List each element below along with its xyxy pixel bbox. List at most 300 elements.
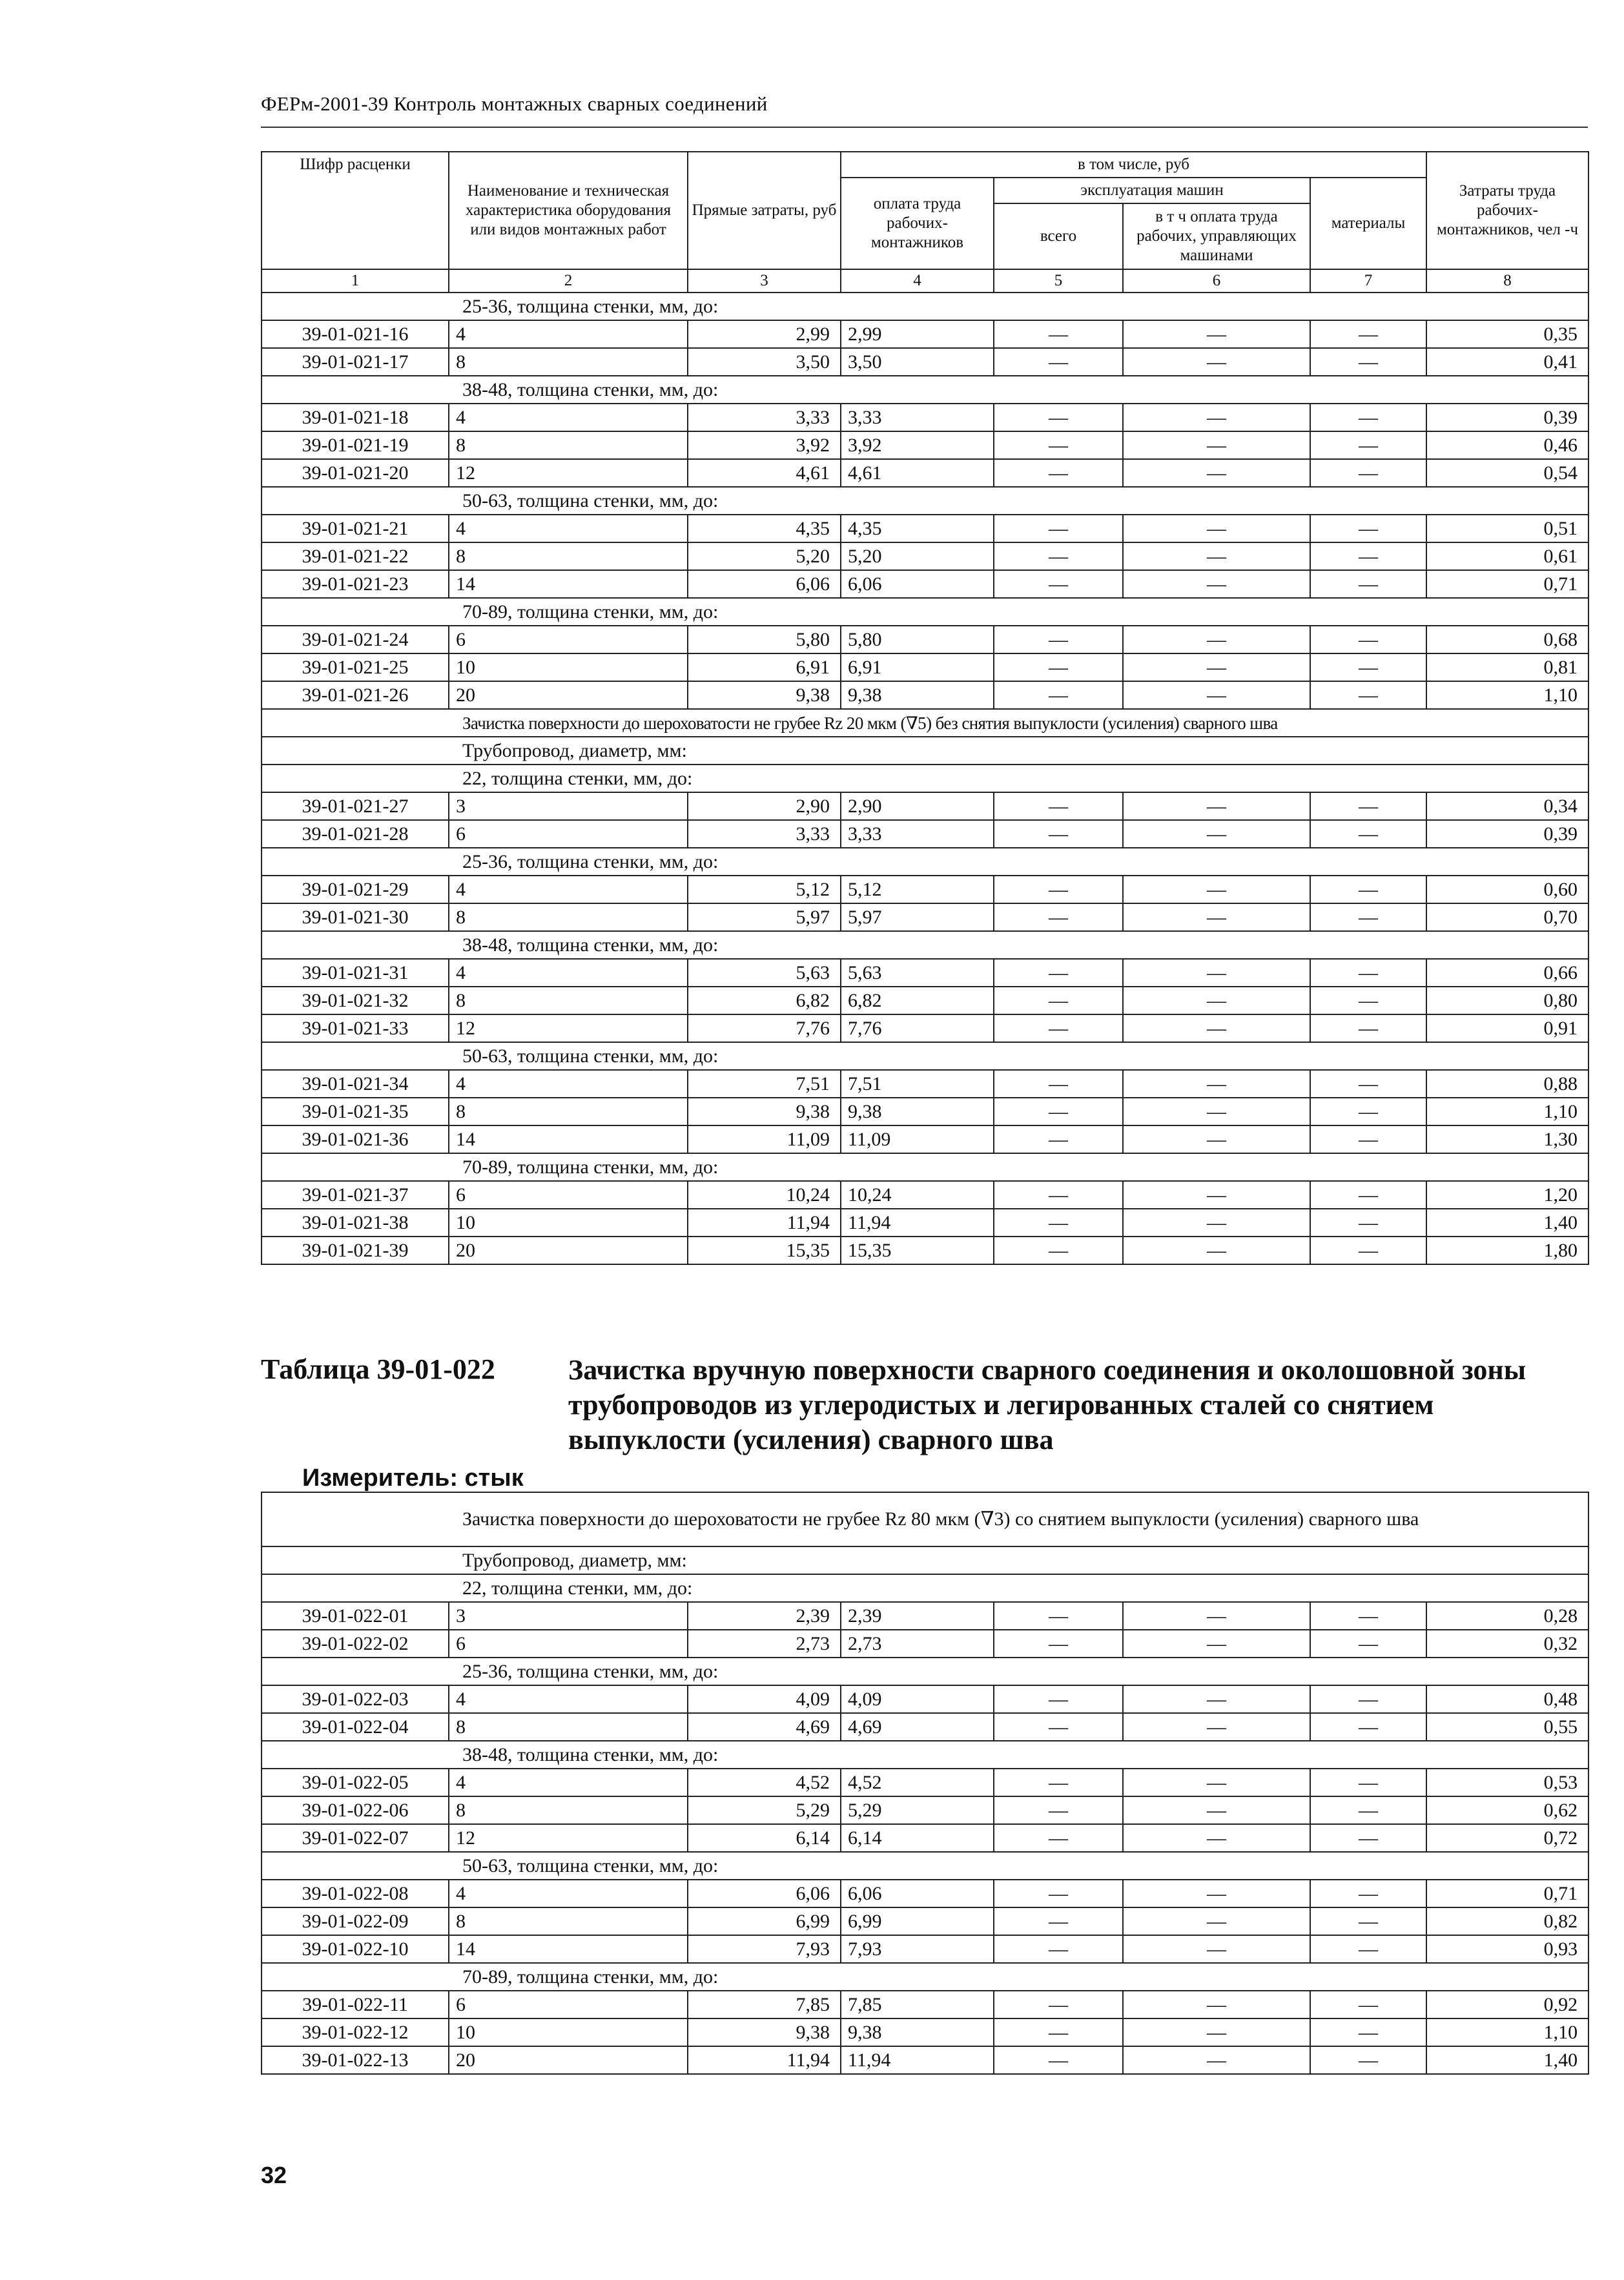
direct-cost-cell: 7,51 [688, 1070, 841, 1098]
section-heading: 50-63, толщина стенки, мм, до: [262, 1042, 1588, 1070]
rate-code-cell: 39-01-021-20 [262, 459, 449, 487]
column-index: 5 [994, 269, 1123, 293]
machine-total-cell: — [994, 681, 1123, 709]
machine-operator-pay-cell: — [1123, 404, 1310, 431]
direct-cost-cell: 10,24 [688, 1181, 841, 1209]
labor-hours-cell: 1,10 [1426, 2018, 1588, 2046]
direct-cost-cell: 6,06 [688, 570, 841, 598]
rate-code-cell: 39-01-021-38 [262, 1209, 449, 1237]
worker-pay-cell: 15,35 [841, 1237, 994, 1264]
table-row [262, 792, 1588, 820]
header-machine-operation: эксплуатация машин [994, 178, 1310, 203]
materials-cell: — [1310, 653, 1426, 681]
section-row [262, 931, 1588, 959]
table-row [262, 2046, 1588, 2074]
header-direct-costs: Прямые затраты, руб [688, 152, 841, 269]
labor-hours-cell: 0,55 [1426, 1713, 1588, 1741]
worker-pay-cell: 5,97 [841, 903, 994, 931]
header-machine-total: всего [994, 203, 1123, 269]
materials-cell: — [1310, 1713, 1426, 1741]
wall-thickness-cell: 12 [449, 1014, 688, 1042]
wall-thickness-cell: 8 [449, 987, 688, 1014]
section-heading: 50-63, толщина стенки, мм, до: [262, 487, 1588, 515]
worker-pay-cell: 5,20 [841, 542, 994, 570]
machine-operator-pay-cell: — [1123, 348, 1310, 376]
worker-pay-cell: 10,24 [841, 1181, 994, 1209]
materials-cell: — [1310, 2018, 1426, 2046]
table-row [262, 1935, 1588, 1963]
section-heading: 38-48, толщина стенки, мм, до: [262, 931, 1588, 959]
worker-pay-cell: 5,29 [841, 1796, 994, 1824]
worker-pay-cell: 11,94 [841, 1209, 994, 1237]
wall-thickness-cell: 6 [449, 820, 688, 848]
labor-hours-cell: 0,70 [1426, 903, 1588, 931]
direct-cost-cell: 7,93 [688, 1935, 841, 1963]
table-row [262, 1014, 1588, 1042]
rate-code-cell: 39-01-021-33 [262, 1014, 449, 1042]
section-row [262, 487, 1588, 515]
rate-code-cell: 39-01-022-04 [262, 1713, 449, 1741]
section-row [262, 1546, 1588, 1574]
section-row [262, 1963, 1588, 1991]
machine-operator-pay-cell: — [1123, 431, 1310, 459]
wall-thickness-cell: 8 [449, 542, 688, 570]
machine-operator-pay-cell: — [1123, 681, 1310, 709]
column-index: 4 [841, 269, 994, 293]
section-heading: Зачистка поверхности до шероховатости не грубее Rz 80 мкм (∇3) со снятием выпуклости (усиления) сварного шва [262, 1492, 1588, 1546]
wall-thickness-cell: 4 [449, 1685, 688, 1713]
section-row [262, 709, 1588, 737]
machine-total-cell: — [994, 653, 1123, 681]
section-row [262, 1492, 1588, 1546]
labor-hours-cell: 1,30 [1426, 1125, 1588, 1153]
worker-pay-cell: 7,85 [841, 1991, 994, 2018]
direct-cost-cell: 11,94 [688, 2046, 841, 2074]
machine-operator-pay-cell: — [1123, 1602, 1310, 1630]
table-row [262, 459, 1588, 487]
machine-total-cell: — [994, 1991, 1123, 2018]
labor-hours-cell: 0,66 [1426, 959, 1588, 987]
table-row [262, 903, 1588, 931]
machine-total-cell: — [994, 959, 1123, 987]
table-row [262, 348, 1588, 376]
materials-cell: — [1310, 1070, 1426, 1098]
wall-thickness-cell: 4 [449, 1070, 688, 1098]
table-row [262, 1181, 1588, 1209]
labor-hours-cell: 0,51 [1426, 515, 1588, 542]
materials-cell: — [1310, 681, 1426, 709]
labor-hours-cell: 0,62 [1426, 1796, 1588, 1824]
wall-thickness-cell: 3 [449, 1602, 688, 1630]
table-row [262, 1237, 1588, 1264]
table-row [262, 1907, 1588, 1935]
labor-hours-cell: 1,40 [1426, 1209, 1588, 1237]
worker-pay-cell: 5,80 [841, 626, 994, 653]
wall-thickness-cell: 8 [449, 903, 688, 931]
table-row [262, 1685, 1588, 1713]
wall-thickness-cell: 6 [449, 1630, 688, 1658]
table-row [262, 1209, 1588, 1237]
direct-cost-cell: 6,14 [688, 1824, 841, 1852]
labor-hours-cell: 0,82 [1426, 1907, 1588, 1935]
section-row [262, 598, 1588, 626]
labor-hours-cell: 0,54 [1426, 459, 1588, 487]
wall-thickness-cell: 6 [449, 1181, 688, 1209]
materials-cell: — [1310, 1880, 1426, 1907]
table-row [262, 987, 1588, 1014]
machine-total-cell: — [994, 1237, 1123, 1264]
wall-thickness-cell: 20 [449, 681, 688, 709]
worker-pay-cell: 3,92 [841, 431, 994, 459]
materials-cell: — [1310, 1098, 1426, 1125]
labor-hours-cell: 0,88 [1426, 1070, 1588, 1098]
rate-code-cell: 39-01-021-25 [262, 653, 449, 681]
rate-code-cell: 39-01-021-28 [262, 820, 449, 848]
labor-hours-cell: 0,46 [1426, 431, 1588, 459]
machine-total-cell: — [994, 1098, 1123, 1125]
materials-cell: — [1310, 515, 1426, 542]
table-row [262, 542, 1588, 570]
worker-pay-cell: 4,09 [841, 1685, 994, 1713]
worker-pay-cell: 5,63 [841, 959, 994, 987]
worker-pay-cell: 6,82 [841, 987, 994, 1014]
machine-operator-pay-cell: — [1123, 959, 1310, 987]
labor-hours-cell: 1,10 [1426, 681, 1588, 709]
labor-hours-cell: 0,61 [1426, 542, 1588, 570]
wall-thickness-cell: 3 [449, 792, 688, 820]
table-row [262, 820, 1588, 848]
rate-code-cell: 39-01-022-03 [262, 1685, 449, 1713]
worker-pay-cell: 4,35 [841, 515, 994, 542]
materials-cell: — [1310, 626, 1426, 653]
labor-hours-cell: 0,32 [1426, 1630, 1588, 1658]
direct-cost-cell: 4,69 [688, 1713, 841, 1741]
direct-cost-cell: 6,99 [688, 1907, 841, 1935]
machine-total-cell: — [994, 570, 1123, 598]
wall-thickness-cell: 8 [449, 1098, 688, 1125]
table-row [262, 681, 1588, 709]
direct-cost-cell: 4,52 [688, 1769, 841, 1796]
labor-hours-cell: 0,71 [1426, 570, 1588, 598]
worker-pay-cell: 6,91 [841, 653, 994, 681]
section-heading: Трубопровод, диаметр, мм: [262, 737, 1588, 765]
header-machine-operator-pay: в т ч оплата труда рабочих, управляющих машинами [1123, 203, 1310, 269]
machine-operator-pay-cell: — [1123, 987, 1310, 1014]
rate-code-cell: 39-01-021-39 [262, 1237, 449, 1264]
direct-cost-cell: 9,38 [688, 681, 841, 709]
wall-thickness-cell: 14 [449, 570, 688, 598]
machine-total-cell: — [994, 1907, 1123, 1935]
direct-cost-cell: 5,12 [688, 876, 841, 903]
section-row [262, 376, 1588, 404]
table-row [262, 1824, 1588, 1852]
table-row [262, 1769, 1588, 1796]
rate-code-cell: 39-01-021-36 [262, 1125, 449, 1153]
column-index: 2 [449, 269, 688, 293]
labor-hours-cell: 0,92 [1426, 1991, 1588, 2018]
table-row [262, 1796, 1588, 1824]
header-rule [261, 127, 1588, 128]
wall-thickness-cell: 4 [449, 320, 688, 348]
section-heading: 38-48, толщина стенки, мм, до: [262, 1741, 1588, 1769]
machine-operator-pay-cell: — [1123, 2046, 1310, 2074]
worker-pay-cell: 2,39 [841, 1602, 994, 1630]
worker-pay-cell: 6,06 [841, 570, 994, 598]
column-index: 6 [1123, 269, 1310, 293]
section-heading: 25-36, толщина стенки, мм, до: [262, 848, 1588, 876]
direct-cost-cell: 9,38 [688, 1098, 841, 1125]
table-row [262, 1602, 1588, 1630]
labor-hours-cell: 1,20 [1426, 1181, 1588, 1209]
direct-cost-cell: 6,06 [688, 1880, 841, 1907]
materials-cell: — [1310, 1685, 1426, 1713]
section-row [262, 1574, 1588, 1602]
rate-code-cell: 39-01-022-05 [262, 1769, 449, 1796]
rate-code-cell: 39-01-021-21 [262, 515, 449, 542]
table-row [262, 431, 1588, 459]
machine-total-cell: — [994, 1209, 1123, 1237]
wall-thickness-cell: 4 [449, 515, 688, 542]
worker-pay-cell: 11,94 [841, 2046, 994, 2074]
column-index: 7 [1310, 269, 1426, 293]
column-index: 8 [1426, 269, 1588, 293]
machine-total-cell: — [994, 1630, 1123, 1658]
labor-hours-cell: 0,68 [1426, 626, 1588, 653]
wall-thickness-cell: 4 [449, 876, 688, 903]
unit-of-measure: Измеритель: стык [302, 1464, 524, 1492]
labor-hours-cell: 0,93 [1426, 1935, 1588, 1963]
labor-hours-cell: 0,81 [1426, 653, 1588, 681]
machine-operator-pay-cell: — [1123, 1769, 1310, 1796]
materials-cell: — [1310, 987, 1426, 1014]
machine-total-cell: — [994, 515, 1123, 542]
section-heading: 25-36, толщина стенки, мм, до: [262, 1658, 1588, 1685]
machine-operator-pay-cell: — [1123, 459, 1310, 487]
machine-operator-pay-cell: — [1123, 1907, 1310, 1935]
wall-thickness-cell: 10 [449, 1209, 688, 1237]
materials-cell: — [1310, 1769, 1426, 1796]
worker-pay-cell: 4,69 [841, 1713, 994, 1741]
machine-operator-pay-cell: — [1123, 820, 1310, 848]
table-row [262, 626, 1588, 653]
table-row [262, 404, 1588, 431]
worker-pay-cell: 7,76 [841, 1014, 994, 1042]
rate-code-cell: 39-01-021-18 [262, 404, 449, 431]
labor-hours-cell: 0,80 [1426, 987, 1588, 1014]
worker-pay-cell: 11,09 [841, 1125, 994, 1153]
section-row [262, 848, 1588, 876]
machine-operator-pay-cell: — [1123, 653, 1310, 681]
worker-pay-cell: 4,52 [841, 1769, 994, 1796]
wall-thickness-cell: 14 [449, 1935, 688, 1963]
direct-cost-cell: 15,35 [688, 1237, 841, 1264]
machine-total-cell: — [994, 1880, 1123, 1907]
machine-total-cell: — [994, 320, 1123, 348]
materials-cell: — [1310, 431, 1426, 459]
table-row [262, 1880, 1588, 1907]
rate-code-cell: 39-01-022-02 [262, 1630, 449, 1658]
wall-thickness-cell: 8 [449, 1907, 688, 1935]
machine-total-cell: — [994, 626, 1123, 653]
labor-hours-cell: 0,72 [1426, 1824, 1588, 1852]
worker-pay-cell: 2,90 [841, 792, 994, 820]
direct-cost-cell: 5,20 [688, 542, 841, 570]
rate-code-cell: 39-01-021-23 [262, 570, 449, 598]
direct-cost-cell: 11,94 [688, 1209, 841, 1237]
running-header: ФЕРм-2001-39 Контроль монтажных сварных соединений [261, 92, 768, 115]
machine-total-cell: — [994, 1713, 1123, 1741]
direct-cost-cell: 9,38 [688, 2018, 841, 2046]
header-materials: материалы [1310, 178, 1426, 269]
section-row [262, 293, 1588, 320]
worker-pay-cell: 9,38 [841, 681, 994, 709]
machine-operator-pay-cell: — [1123, 1685, 1310, 1713]
wall-thickness-cell: 20 [449, 1237, 688, 1264]
worker-pay-cell: 9,38 [841, 2018, 994, 2046]
labor-hours-cell: 0,71 [1426, 1880, 1588, 1907]
section-heading: 22, толщина стенки, мм, до: [262, 1574, 1588, 1602]
worker-pay-cell: 5,12 [841, 876, 994, 903]
table-row [262, 1070, 1588, 1098]
machine-total-cell: — [994, 2046, 1123, 2074]
rate-code-cell: 39-01-021-31 [262, 959, 449, 987]
column-index: 1 [262, 269, 449, 293]
direct-cost-cell: 6,91 [688, 653, 841, 681]
labor-hours-cell: 1,10 [1426, 1098, 1588, 1125]
rate-code-cell: 39-01-022-10 [262, 1935, 449, 1963]
rate-code-cell: 39-01-022-06 [262, 1796, 449, 1824]
machine-total-cell: — [994, 1070, 1123, 1098]
labor-hours-cell: 0,53 [1426, 1769, 1588, 1796]
wall-thickness-cell: 8 [449, 1713, 688, 1741]
table-row [262, 515, 1588, 542]
materials-cell: — [1310, 1602, 1426, 1630]
rate-code-cell: 39-01-022-12 [262, 2018, 449, 2046]
rate-code-cell: 39-01-022-07 [262, 1824, 449, 1852]
machine-operator-pay-cell: — [1123, 1880, 1310, 1907]
materials-cell: — [1310, 1209, 1426, 1237]
worker-pay-cell: 2,73 [841, 1630, 994, 1658]
table-row [262, 320, 1588, 348]
direct-cost-cell: 3,33 [688, 404, 841, 431]
rate-code-cell: 39-01-021-32 [262, 987, 449, 1014]
machine-total-cell: — [994, 1769, 1123, 1796]
machine-total-cell: — [994, 431, 1123, 459]
materials-cell: — [1310, 820, 1426, 848]
labor-hours-cell: 0,35 [1426, 320, 1588, 348]
materials-cell: — [1310, 404, 1426, 431]
direct-cost-cell: 4,61 [688, 459, 841, 487]
section-row [262, 1153, 1588, 1181]
machine-operator-pay-cell: — [1123, 903, 1310, 931]
machine-total-cell: — [994, 459, 1123, 487]
header-worker-pay: оплата труда рабочих-монтажников [841, 178, 994, 269]
page-number: 32 [261, 2162, 287, 2188]
rates-table-021 [261, 151, 1589, 1265]
wall-thickness-cell: 4 [449, 1880, 688, 1907]
machine-operator-pay-cell: — [1123, 1824, 1310, 1852]
machine-total-cell: — [994, 1824, 1123, 1852]
wall-thickness-cell: 4 [449, 959, 688, 987]
machine-total-cell: — [994, 1125, 1123, 1153]
rate-code-cell: 39-01-022-13 [262, 2046, 449, 2074]
section-row [262, 1741, 1588, 1769]
worker-pay-cell: 7,51 [841, 1070, 994, 1098]
table-row [262, 1630, 1588, 1658]
wall-thickness-cell: 12 [449, 459, 688, 487]
table-heading: Зачистка вручную поверхности сварного соединения и околошовной зоны трубопроводов из углеродистых и легированных сталей со снятием выпуклости (усиления) сварного шва [568, 1354, 1526, 1455]
table-row [262, 2018, 1588, 2046]
labor-hours-cell: 0,28 [1426, 1602, 1588, 1630]
materials-cell: — [1310, 1014, 1426, 1042]
machine-total-cell: — [994, 987, 1123, 1014]
labor-hours-cell: 0,39 [1426, 404, 1588, 431]
machine-operator-pay-cell: — [1123, 1991, 1310, 2018]
machine-total-cell: — [994, 404, 1123, 431]
direct-cost-cell: 3,50 [688, 348, 841, 376]
machine-total-cell: — [994, 1602, 1123, 1630]
materials-cell: — [1310, 348, 1426, 376]
section-row [262, 1852, 1588, 1880]
machine-operator-pay-cell: — [1123, 515, 1310, 542]
rate-code-cell: 39-01-021-19 [262, 431, 449, 459]
section-row [262, 765, 1588, 792]
labor-hours-cell: 0,60 [1426, 876, 1588, 903]
materials-cell: — [1310, 903, 1426, 931]
machine-operator-pay-cell: — [1123, 570, 1310, 598]
direct-cost-cell: 5,29 [688, 1796, 841, 1824]
worker-pay-cell: 3,50 [841, 348, 994, 376]
table-row [262, 1098, 1588, 1125]
direct-cost-cell: 4,35 [688, 515, 841, 542]
rate-code-cell: 39-01-022-09 [262, 1907, 449, 1935]
wall-thickness-cell: 4 [449, 404, 688, 431]
rate-code-cell: 39-01-021-27 [262, 792, 449, 820]
direct-cost-cell: 5,97 [688, 903, 841, 931]
worker-pay-cell: 6,99 [841, 1907, 994, 1935]
rate-code-cell: 39-01-022-08 [262, 1880, 449, 1907]
section-heading: 22, толщина стенки, мм, до: [262, 765, 1588, 792]
direct-cost-cell: 7,85 [688, 1991, 841, 2018]
materials-cell: — [1310, 959, 1426, 987]
rate-code-cell: 39-01-021-29 [262, 876, 449, 903]
table-number: Таблица 39-01-022 [261, 1353, 495, 1385]
direct-cost-cell: 7,76 [688, 1014, 841, 1042]
materials-cell: — [1310, 2046, 1426, 2074]
materials-cell: — [1310, 1907, 1426, 1935]
materials-cell: — [1310, 1991, 1426, 2018]
machine-operator-pay-cell: — [1123, 1125, 1310, 1153]
materials-cell: — [1310, 570, 1426, 598]
direct-cost-cell: 3,33 [688, 820, 841, 848]
machine-operator-pay-cell: — [1123, 1014, 1310, 1042]
section-heading: 70-89, толщина стенки, мм, до: [262, 598, 1588, 626]
wall-thickness-cell: 8 [449, 348, 688, 376]
materials-cell: — [1310, 542, 1426, 570]
machine-operator-pay-cell: — [1123, 1713, 1310, 1741]
direct-cost-cell: 2,99 [688, 320, 841, 348]
machine-total-cell: — [994, 876, 1123, 903]
direct-cost-cell: 2,39 [688, 1602, 841, 1630]
direct-cost-cell: 5,63 [688, 959, 841, 987]
wall-thickness-cell: 14 [449, 1125, 688, 1153]
wall-thickness-cell: 20 [449, 2046, 688, 2074]
rate-code-cell: 39-01-021-37 [262, 1181, 449, 1209]
machine-operator-pay-cell: — [1123, 1796, 1310, 1824]
section-heading: 50-63, толщина стенки, мм, до: [262, 1852, 1588, 1880]
worker-pay-cell: 4,61 [841, 459, 994, 487]
rate-code-cell: 39-01-021-17 [262, 348, 449, 376]
